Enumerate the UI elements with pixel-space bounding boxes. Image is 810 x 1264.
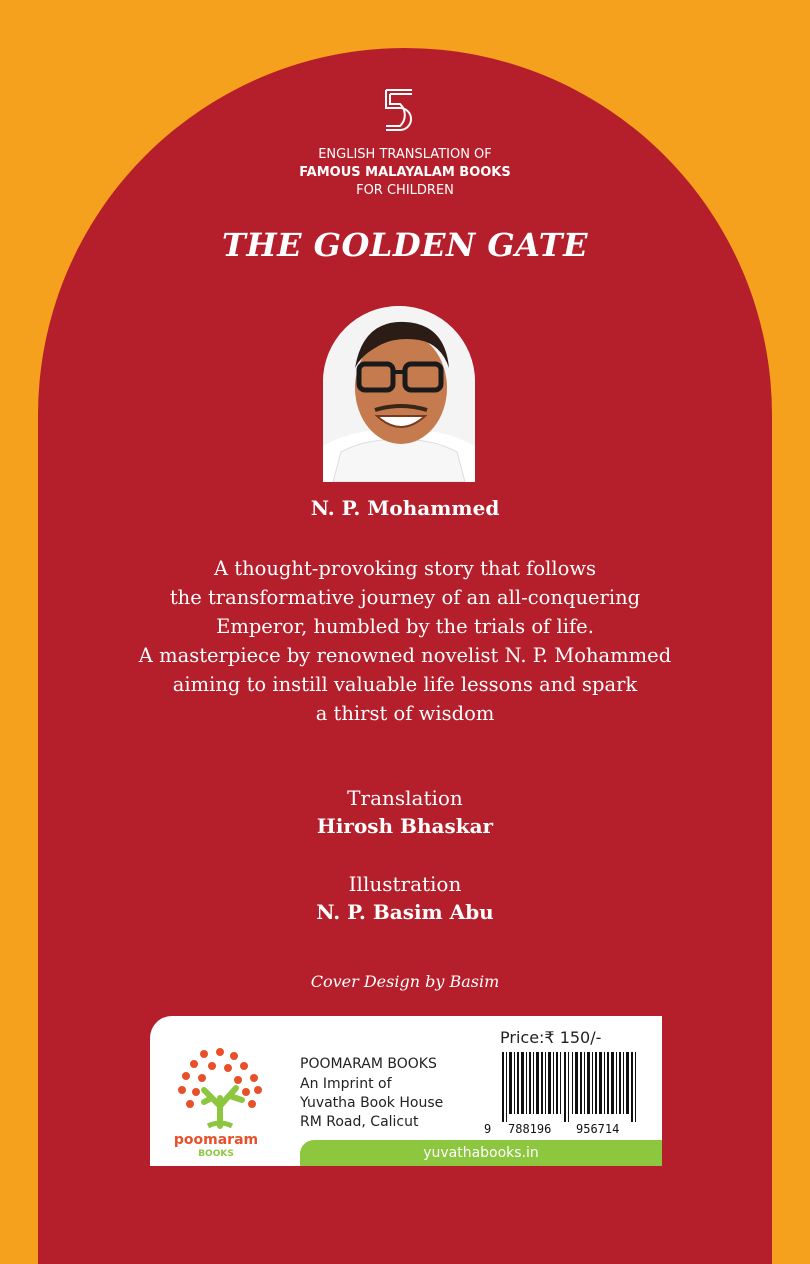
series-5-logo-icon bbox=[384, 88, 414, 132]
publisher-website: yuvathabooks.in bbox=[300, 1140, 662, 1166]
price-label: Price:₹ 150/- bbox=[500, 1028, 602, 1047]
blurb-line: the transformative journey of an all-conquering bbox=[169, 586, 641, 609]
translation-label: Translation bbox=[347, 786, 463, 810]
illustration-label: Illustration bbox=[348, 872, 462, 896]
book-title: THE GOLDEN GATE bbox=[222, 226, 588, 264]
blurb-line: a thirst of wisdom bbox=[315, 702, 495, 725]
author-name: N. P. Mohammed bbox=[310, 496, 500, 520]
logo-sub: BOOKS bbox=[198, 1149, 234, 1158]
barcode-icon bbox=[498, 1052, 648, 1122]
blurb-line: A masterpiece by renowned novelist N. P. Mohammed bbox=[138, 644, 672, 667]
isbn-group-2: 956714 bbox=[576, 1122, 620, 1136]
series-label bbox=[0, 146, 810, 200]
book-blurb bbox=[0, 554, 810, 728]
blurb-line: Emperor, humbled by the trials of life. bbox=[216, 615, 594, 638]
illustrator-name: N. P. Basim Abu bbox=[316, 900, 494, 924]
series-line-1: ENGLISH TRANSLATION OF bbox=[318, 147, 492, 162]
translator-name: Hirosh Bhaskar bbox=[316, 814, 494, 838]
publisher-box bbox=[150, 1016, 662, 1166]
publisher-address: RM Road, Calicut bbox=[300, 1114, 419, 1130]
series-line-2: FAMOUS MALAYALAM BOOKS bbox=[299, 165, 511, 180]
series-line-3: FOR CHILDREN bbox=[356, 183, 454, 198]
author-photo-icon bbox=[323, 306, 475, 482]
cover-design-credit: Cover Design by Basim bbox=[310, 972, 500, 991]
author-portrait bbox=[323, 306, 475, 482]
blurb-line: aiming to instill valuable life lessons and spark bbox=[172, 673, 638, 696]
blurb-line: A thought-provoking story that follows bbox=[213, 557, 597, 580]
publisher-imprint: An Imprint of bbox=[300, 1076, 392, 1092]
logo-wordmark: poomaram bbox=[173, 1132, 259, 1148]
isbn-lead-digit: 9 bbox=[484, 1122, 492, 1136]
publisher-house: Yuvatha Book House bbox=[300, 1095, 444, 1111]
poomaram-tree-logo-icon bbox=[164, 1046, 268, 1158]
publisher-name: POOMARAM BOOKS bbox=[300, 1056, 437, 1072]
isbn-group-1: 788196 bbox=[508, 1122, 552, 1136]
